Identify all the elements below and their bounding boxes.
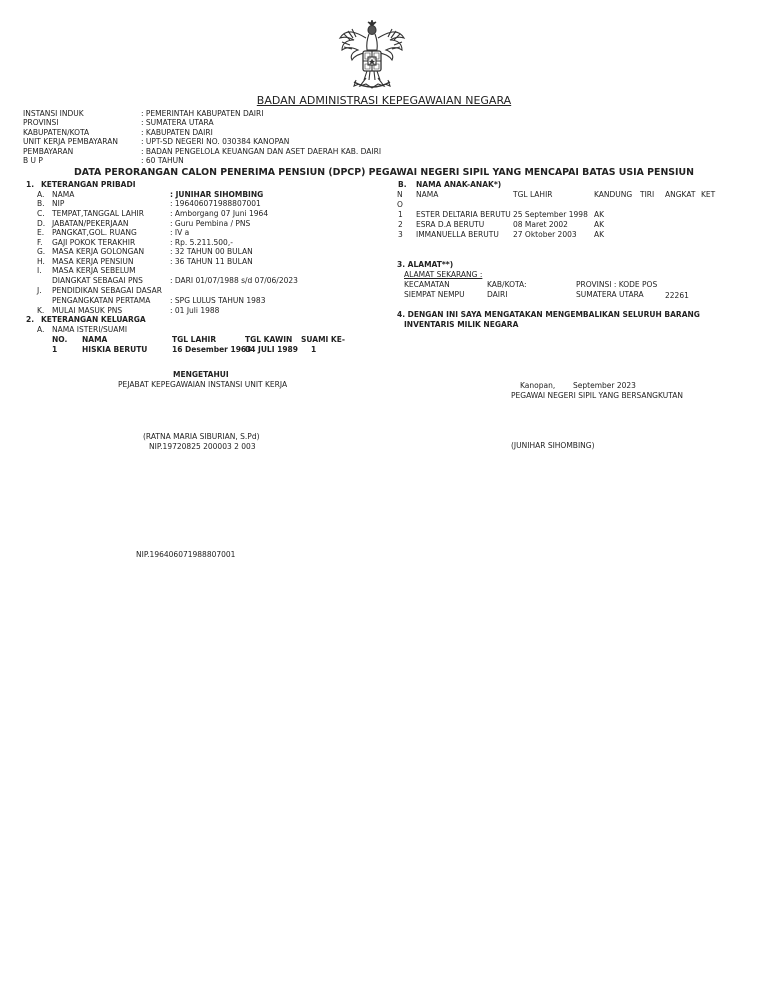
statement-line: INVENTARIS MILIK NEGARA xyxy=(404,320,519,329)
item-value: : IV a xyxy=(170,228,190,237)
address-subtitle: ALAMAT SEKARANG : xyxy=(404,270,483,279)
item-letter: D. xyxy=(37,218,46,228)
item-label: MASA KERJA SEBELUM xyxy=(52,266,136,275)
agency-title: BADAN ADMINISTRASI KEPEGAWAIAN NEGARA xyxy=(256,94,512,107)
item-value: : JUNIHAR SIHOMBING xyxy=(170,189,264,199)
header-value: : KABUPATEN DAIRI xyxy=(141,127,213,137)
table-cell: 3 xyxy=(398,230,403,239)
section-title: KETERANGAN PRIBADI xyxy=(41,180,136,189)
column-header: NO. xyxy=(52,335,68,344)
table-cell: HISKIA BERUTU xyxy=(82,344,148,354)
item-letter: A. xyxy=(37,189,45,199)
signature-name: (RATNA MARIA SIBURIAN, S.Pd) xyxy=(143,432,260,441)
table-cell: 2 xyxy=(398,220,403,229)
item-value: : 36 TAHUN 11 BULAN xyxy=(170,256,253,266)
table-cell: ESRA D.A BERUTU xyxy=(416,220,485,229)
item-label: MULAI MASUK PNS xyxy=(52,305,123,315)
table-cell: 25 September 1998 xyxy=(513,210,588,219)
form-title: DATA PERORANGAN CALON PENERIMA PENSIUN (DPCP) PEGAWAI NEGERI SIPIL YANG MENCAPAI BATAS USIA PENSIUN xyxy=(74,167,694,178)
statement-line: 4. DENGAN INI SAYA MENGATAKAN MENGEMBALIKAN SELURUH BARANG xyxy=(397,310,700,319)
column-header: SUAMI KE- xyxy=(301,335,345,344)
item-label: GAJI POKOK TERAKHIR xyxy=(52,237,136,247)
provinsi-value: SUMATERA UTARA xyxy=(576,290,644,299)
provinsi-label: PROVINSI : KODE POS xyxy=(576,280,658,289)
column-header: KET xyxy=(701,190,716,199)
section-title: 3. ALAMAT**) xyxy=(397,260,454,269)
column-header: TIRI xyxy=(640,190,655,199)
header-value: : UPT-SD NEGERI NO. 030384 KANOPAN xyxy=(141,137,290,146)
header-value: : 60 TAHUN xyxy=(141,156,184,165)
item-letter: E. xyxy=(37,228,45,237)
header-label: UNIT KERJA PEMBAYARAN xyxy=(23,137,118,146)
header-value: : BADAN PENGELOLA KEUANGAN DAN ASET DAERAH KAB. DAIRI xyxy=(141,146,382,156)
kodepos-value: 22261 xyxy=(665,291,689,300)
table-cell: AK xyxy=(594,220,605,229)
item-letter: I. xyxy=(37,266,42,275)
table-cell: 1 xyxy=(398,210,403,219)
section-title: KETERANGAN KELUARGA xyxy=(41,315,146,324)
header-value: : SUMATERA UTARA xyxy=(141,118,214,127)
sub-letter: A. xyxy=(37,325,45,334)
table-cell: IMMANUELLA BERUTU xyxy=(416,230,499,239)
item-letter: B. xyxy=(37,199,45,208)
garuda-emblem-icon xyxy=(336,20,408,94)
column-header: O xyxy=(397,200,403,209)
kecamatan-value: SIEMPAT NEMPU xyxy=(404,290,465,299)
table-cell: AK xyxy=(594,210,605,219)
table-cell: ESTER DELTARIA BERUTU xyxy=(416,210,511,219)
table-cell: 04 JULI 1989 xyxy=(245,344,298,354)
item-label: NIP xyxy=(52,199,65,208)
column-header: TGL LAHIR xyxy=(172,335,217,344)
item-label: PENDIDIKAN SEBAGAI DASAR xyxy=(52,285,162,295)
sub-title: NAMA ISTERI/SUAMI xyxy=(52,325,128,334)
table-cell: 1 xyxy=(52,344,58,354)
column-header: KANDUNG xyxy=(594,190,633,199)
item-value: : Amborgang 07 Juni 1964 xyxy=(170,209,269,218)
header-label: PROVINSI xyxy=(23,118,59,127)
item-letter: G. xyxy=(37,247,46,256)
footer-nip: NIP.196406071988807001 xyxy=(136,550,236,559)
table-cell: 16 Desember 1963 xyxy=(172,344,252,354)
kabkota-value: DAIRI xyxy=(487,290,508,299)
column-header: NAMA xyxy=(82,335,108,344)
kabkota-label: KAB/KOTA: xyxy=(487,280,527,289)
item-value: : 32 TAHUN 00 BULAN xyxy=(170,247,253,256)
item-letter: J. xyxy=(37,285,42,295)
item-label: PENGANGKATAN PERTAMA xyxy=(52,295,151,305)
signature-role: PEJABAT KEPEGAWAIAN INSTANSI UNIT KERJA xyxy=(118,380,288,389)
section-letter: B. xyxy=(398,180,407,189)
item-label: JABATAN/PEKERJAAN xyxy=(52,218,129,228)
section-number: 1. xyxy=(26,180,35,189)
item-label: MASA KERJA GOLONGAN xyxy=(52,247,145,256)
header-value: : PEMERINTAH KABUPATEN DAIRI xyxy=(141,109,264,118)
section-title: NAMA ANAK-ANAK*) xyxy=(416,180,502,189)
item-label: PANGKAT,GOL. RUANG xyxy=(52,228,137,237)
item-label: DIANGKAT SEBAGAI PNS xyxy=(52,276,143,285)
signature-place: Kanopan, xyxy=(520,381,556,390)
kecamatan-label: KECAMATAN xyxy=(404,280,450,289)
header-label: PEMBAYARAN xyxy=(23,146,74,156)
table-cell: AK xyxy=(594,230,605,239)
column-header: N xyxy=(397,190,403,199)
column-header: TGL KAWIN xyxy=(245,335,293,344)
item-letter: F. xyxy=(37,237,43,247)
header-label: INSTANSI INDUK xyxy=(23,109,84,118)
item-letter: C. xyxy=(37,209,45,218)
header-label: KABUPATEN/KOTA xyxy=(23,127,90,137)
item-value: : SPG LULUS TAHUN 1983 xyxy=(170,295,266,305)
signature-role: PEGAWAI NEGERI SIPIL YANG BERSANGKUTAN xyxy=(511,391,683,400)
item-value: : 01 Juli 1988 xyxy=(170,305,220,315)
item-label: TEMPAT,TANGGAL LAHIR xyxy=(52,209,144,218)
item-value: : 196406071988807001 xyxy=(170,199,261,208)
item-label: MASA KERJA PENSIUN xyxy=(52,256,134,266)
section-number: 2. xyxy=(26,315,35,324)
item-letter: H. xyxy=(37,256,45,266)
table-cell: 08 Maret 2002 xyxy=(513,220,568,229)
item-value: : Rp. 5.211.500,- xyxy=(170,237,233,247)
signature-date: September 2023 xyxy=(573,381,636,390)
item-label: NAMA xyxy=(52,189,75,199)
item-value: : DARI 01/07/1988 s/d 07/06/2023 xyxy=(170,276,298,285)
table-cell: 1 xyxy=(311,344,317,354)
item-letter: K. xyxy=(37,305,45,315)
signature-name: (JUNIHAR SIHOMBING) xyxy=(511,441,595,450)
header-label: B U P xyxy=(23,156,43,165)
column-header: TGL LAHIR xyxy=(513,190,553,199)
signature-nip: NIP.19720825 200003 2 003 xyxy=(149,442,256,451)
column-header: ANGKAT xyxy=(665,190,696,199)
table-cell: 27 Oktober 2003 xyxy=(513,230,577,239)
item-value: : Guru Pembina / PNS xyxy=(170,218,251,228)
column-header: NAMA xyxy=(416,190,439,199)
signature-heading: MENGETAHUI xyxy=(173,370,229,379)
